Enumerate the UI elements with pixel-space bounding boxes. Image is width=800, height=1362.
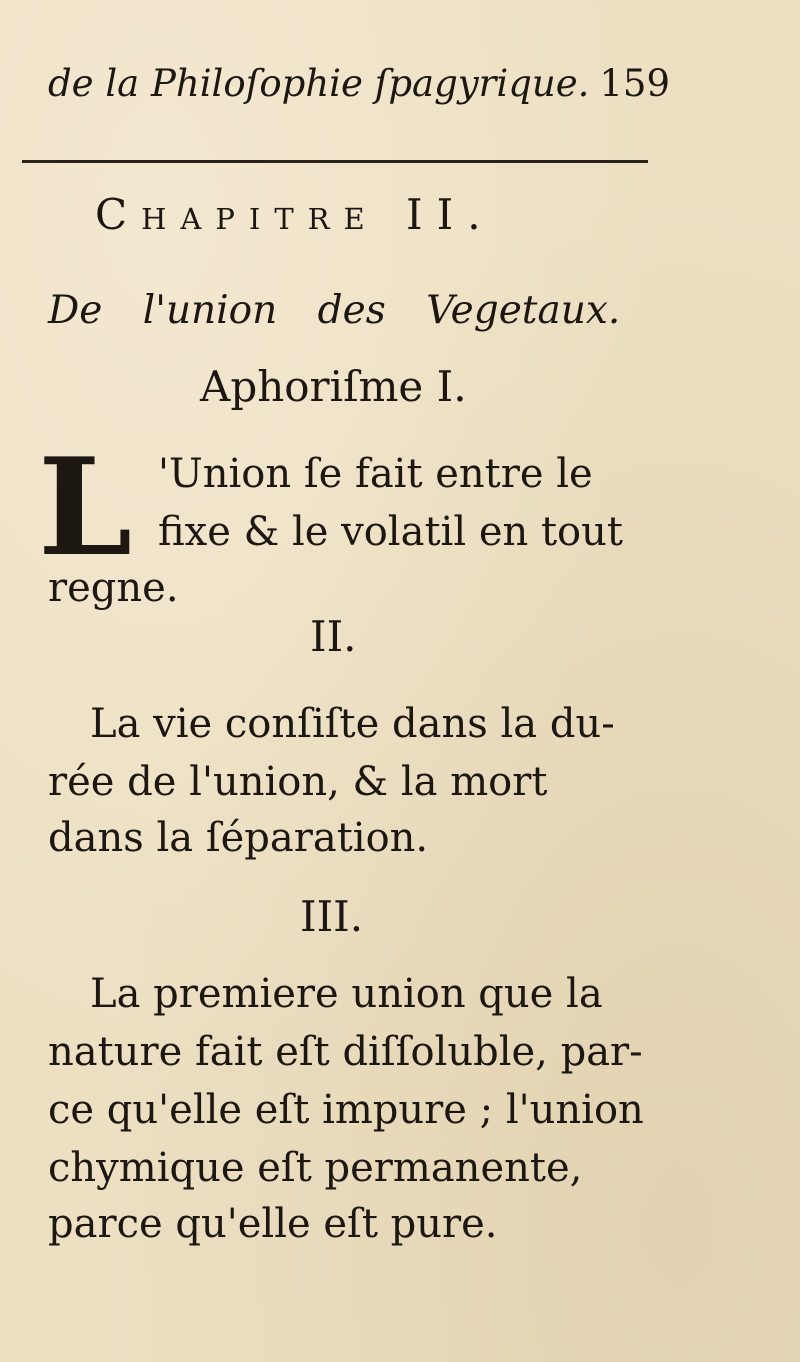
text-line: fixe & le volatil en tout bbox=[158, 509, 623, 555]
text-line: 'Union ſe fait entre le bbox=[158, 451, 593, 497]
aphorism-heading-2: II. bbox=[310, 612, 357, 661]
text-line: rée de l'union, & la mort bbox=[48, 759, 548, 805]
running-title: de la Philoſophie ſpagyrique. bbox=[48, 62, 590, 105]
running-head bbox=[48, 62, 668, 112]
text-line: regne. bbox=[48, 565, 179, 611]
text-line: La premiere union que la bbox=[90, 971, 603, 1017]
page-number: 159 bbox=[599, 62, 670, 105]
header-rule bbox=[22, 160, 648, 163]
aphorism-heading-1: Aphoriſme I. bbox=[200, 362, 467, 411]
chapter-label: Chapitre II. bbox=[95, 190, 495, 239]
text-line: dans la ſéparation. bbox=[48, 815, 429, 861]
text-line: chymique eſt permanente, bbox=[48, 1145, 583, 1191]
text-line: La vie conſiſte dans la du- bbox=[90, 701, 615, 747]
drop-cap: L bbox=[38, 428, 133, 586]
aphorism-heading-3: III. bbox=[300, 892, 364, 941]
chapter-title: De l'union des Vegetaux. bbox=[48, 288, 621, 333]
text-line: ce qu'elle eſt impure ; l'union bbox=[48, 1087, 644, 1133]
text-line: parce qu'elle eſt pure. bbox=[48, 1201, 498, 1247]
text-line: nature fait eſt diſſoluble, par- bbox=[48, 1029, 643, 1075]
